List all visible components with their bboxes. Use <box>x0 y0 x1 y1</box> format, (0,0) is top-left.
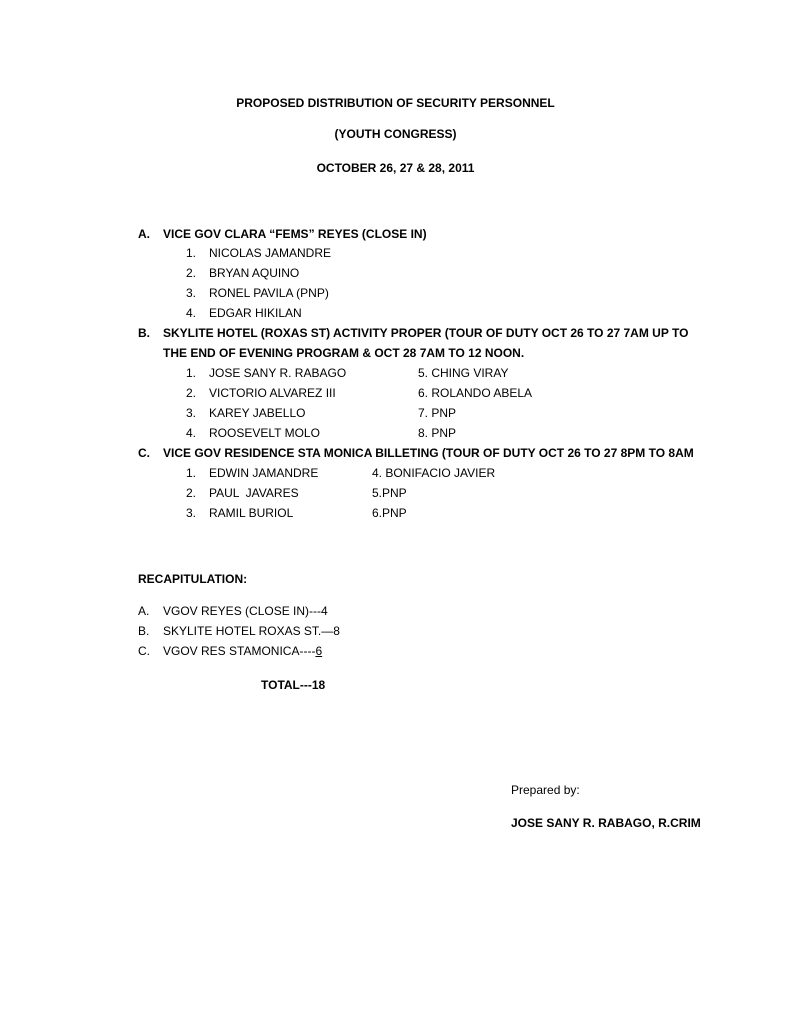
recap-item <box>163 644 322 658</box>
list-item-number: 2. <box>186 386 197 400</box>
list-item-name: PAUL JAVARES <box>209 486 299 500</box>
list-item-name: VICTORIO ALVAREZ III <box>209 386 336 400</box>
list-item-name: RAMIL BURIOL <box>209 506 294 520</box>
list-item-name: NICOLAS JAMANDRE <box>209 246 332 260</box>
recap-item-text: VGOV RES STAMONICA---- <box>163 644 316 658</box>
list-item-right: 6.PNP <box>372 506 407 520</box>
list-item-number: 2. <box>186 266 197 280</box>
list-item-name: ROOSEVELT MOLO <box>209 426 320 440</box>
document-title: PROPOSED DISTRIBUTION OF SECURITY PERSONNEL <box>236 96 555 110</box>
list-item-number: 2. <box>186 486 197 500</box>
section-letter: B. <box>138 326 150 340</box>
preparer-name: JOSE SANY R. RABAGO, R.CRIM <box>511 816 701 830</box>
list-item-number: 3. <box>186 506 197 520</box>
list-item-name: EDGAR HIKILAN <box>209 306 302 320</box>
list-item-number: 1. <box>186 246 197 260</box>
list-item-number: 3. <box>186 286 197 300</box>
list-item-name: BRYAN AQUINO <box>209 266 300 280</box>
prepared-by-label: Prepared by: <box>511 783 580 797</box>
section-letter: C. <box>138 446 150 460</box>
recap-letter: A. <box>138 604 150 618</box>
list-item-right: 5. CHING VIRAY <box>418 366 509 380</box>
recap-total: TOTAL---18 <box>261 678 326 692</box>
section-letter: A. <box>138 227 150 241</box>
recap-heading: RECAPITULATION: <box>138 572 248 586</box>
list-item-number: 3. <box>186 406 197 420</box>
list-item-right: 6. ROLANDO ABELA <box>418 386 533 400</box>
recap-letter: B. <box>138 624 150 638</box>
list-item-number: 4. <box>186 426 197 440</box>
list-item-name: RONEL PAVILA (PNP) <box>209 286 329 300</box>
event-dates: OCTOBER 26, 27 & 28, 2011 <box>316 161 475 175</box>
recap-item: SKYLITE HOTEL ROXAS ST.—8 <box>163 624 340 638</box>
list-item-number: 1. <box>186 466 197 480</box>
section-heading: VICE GOV CLARA “FEMS” REYES (CLOSE IN) <box>163 227 427 241</box>
recap-item: VGOV REYES (CLOSE IN)---4 <box>163 604 328 618</box>
list-item-name: EDWIN JAMANDRE <box>209 466 319 480</box>
list-item-right: 4. BONIFACIO JAVIER <box>372 466 496 480</box>
list-item-name: KAREY JABELLO <box>209 406 306 420</box>
list-item-right: 8. PNP <box>418 426 457 440</box>
section-heading-continued: THE END OF EVENING PROGRAM & OCT 28 7AM TO 12 NOON. <box>163 346 525 360</box>
section-heading: SKYLITE HOTEL (ROXAS ST) ACTIVITY PROPER (TOUR OF DUTY OCT 26 TO 27 7AM UP TO <box>163 326 689 340</box>
list-item-right: 5.PNP <box>372 486 407 500</box>
recap-letter: C. <box>138 644 150 658</box>
list-item-name: JOSE SANY R. RABAGO <box>209 366 347 380</box>
section-heading: VICE GOV RESIDENCE STA MONICA BILLETING (TOUR OF DUTY OCT 26 TO 27 8PM TO 8AM <box>163 446 694 460</box>
event-name: (YOUTH CONGRESS) <box>334 127 457 141</box>
list-item-right: 7. PNP <box>418 406 457 420</box>
list-item-number: 4. <box>186 306 197 320</box>
recap-item-count: 6 <box>315 644 323 658</box>
list-item-number: 1. <box>186 366 197 380</box>
